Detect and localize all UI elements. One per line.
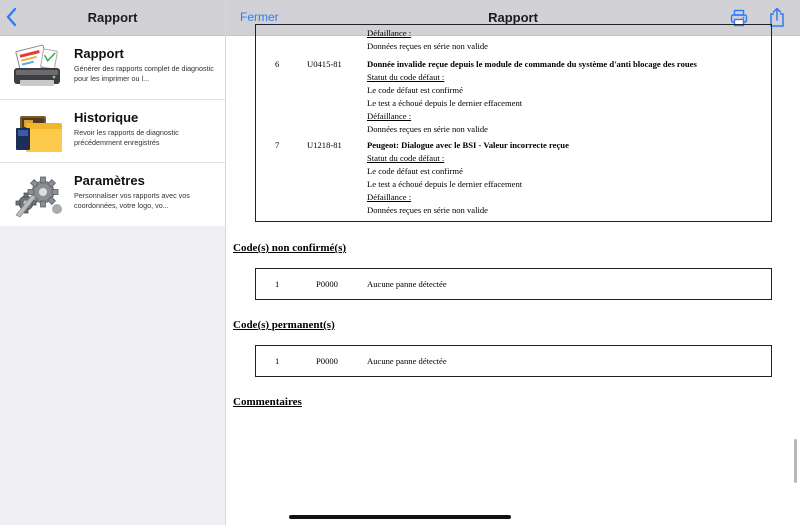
fault-code: P0000 [316, 279, 338, 289]
unconfirmed-codes-table [255, 268, 772, 300]
fault-number: 1 [275, 279, 280, 289]
printer-report-icon [12, 46, 66, 90]
fault-description: Aucune panne détectée [367, 279, 447, 289]
fault-description: Aucune panne détectée [367, 356, 447, 366]
failure-label: Défaillance : [367, 192, 412, 202]
folder-history-icon [12, 110, 66, 154]
sidebar-navbar [0, 0, 225, 36]
sidebar-item-description: Personnaliser vos rapports avec vos coordonnées, votre logo, vo... [74, 191, 190, 210]
fault-code: P0000 [316, 356, 338, 366]
unconfirmed-section-title: Code(s) non confirmé(s) [233, 242, 347, 254]
sidebar-item-historique[interactable] [0, 100, 225, 163]
fault-title: Donnée invalide reçue depuis le module de commande du système d'anti blocage des roues [367, 59, 697, 69]
fault-code: U1218-81 [307, 140, 342, 150]
scrollbar[interactable] [794, 439, 797, 483]
status-text: Le code défaut est confirmé [367, 166, 463, 176]
fault-number: 6 [275, 59, 280, 69]
failure-value: Données reçues en série non valide [367, 205, 488, 215]
status-label: Statut du code défaut : [367, 153, 445, 163]
sidebar-item-label: Rapport [74, 46, 124, 61]
sidebar-item-label: Paramètres [74, 173, 145, 188]
failure-label: Défaillance : [367, 28, 412, 38]
sidebar-item-parametres[interactable] [0, 163, 225, 226]
home-indicator[interactable] [289, 515, 511, 519]
permanent-codes-table [255, 345, 772, 377]
sidebar-item-rapport[interactable] [0, 36, 225, 100]
fault-number: 7 [275, 140, 280, 150]
page-title: Rapport [488, 10, 538, 25]
failure-value: Données reçues en série non valide [367, 124, 488, 134]
sidebar-menu [0, 36, 225, 226]
sidebar-item-description: Générer des rapports complet de diagnostic pour les imprimer ou l... [74, 64, 214, 83]
fault-number: 1 [275, 356, 280, 366]
failure-label: Défaillance : [367, 111, 412, 121]
sidebar-title: Rapport [87, 10, 138, 25]
status-text: Le test a échoué depuis le dernier effacement [367, 179, 523, 189]
report-document[interactable] [226, 28, 800, 525]
close-button[interactable]: Fermer [240, 10, 279, 24]
fault-code: U0415-81 [307, 59, 342, 69]
status-label: Statut du code défaut : [367, 72, 445, 82]
sidebar [0, 0, 226, 525]
report-pane [226, 0, 800, 525]
status-text: Le code défaut est confirmé [367, 85, 463, 95]
gears-settings-icon [12, 173, 66, 217]
confirmed-codes-table [255, 24, 772, 222]
status-text: Le test a échoué depuis le dernier effacement [367, 98, 523, 108]
fault-title: Peugeot: Dialogue avec le BSI - Valeur incorrecte reçue [367, 140, 569, 150]
permanent-section-title: Code(s) permanent(s) [233, 319, 335, 331]
failure-value: Données reçues en série non valide [367, 41, 488, 51]
sidebar-item-label: Historique [74, 110, 139, 125]
sidebar-item-description: Revoir les rapports de diagnostic précédemment enregistrés [74, 128, 179, 147]
comments-section-title: Commentaires [233, 396, 302, 408]
